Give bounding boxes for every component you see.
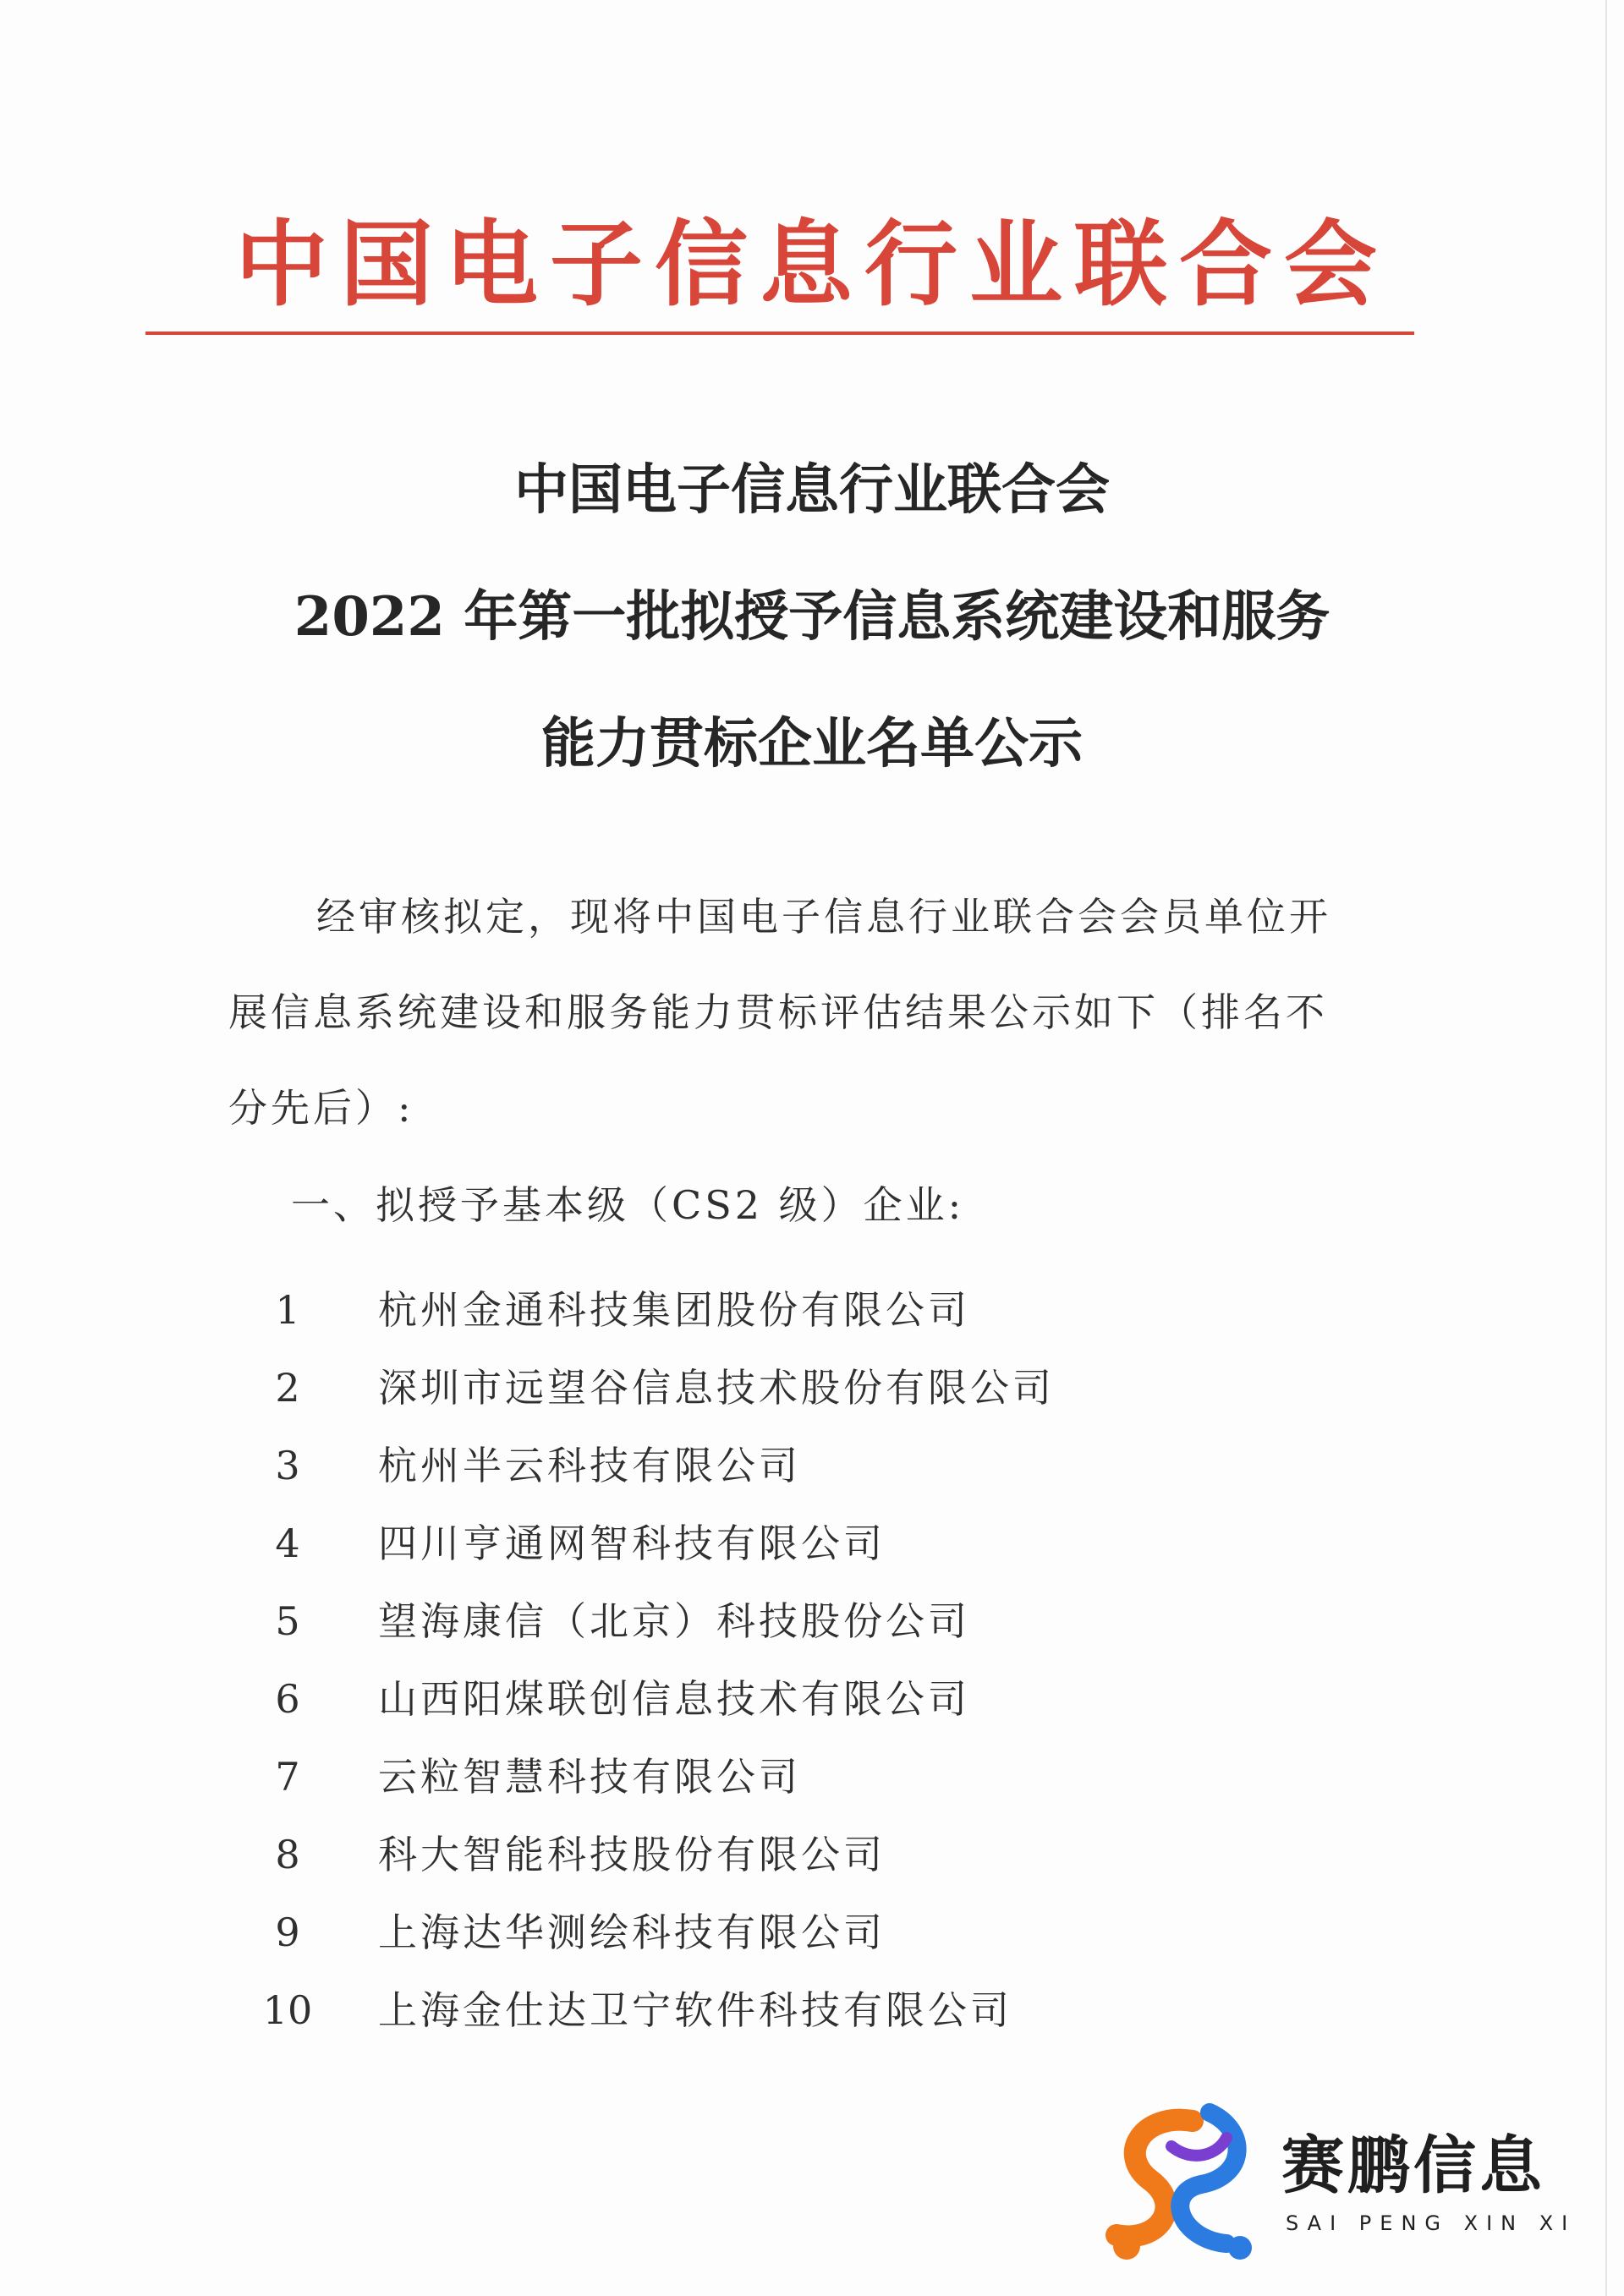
company-name: 云粒智慧科技有限公司	[378, 1754, 801, 1800]
company-number: 7	[275, 1754, 300, 1800]
document-title	[0, 427, 1624, 808]
list-item	[0, 1660, 1624, 1738]
section-heading: 一、拟授予基本级（CS2 级）企业:	[291, 1182, 965, 1228]
title-line-3: 能力贯标企业名单公示	[541, 712, 1083, 775]
company-number: 10	[262, 1987, 313, 2033]
list-item	[0, 1504, 1624, 1582]
title-line-1: 中国电子信息行业联合会	[514, 458, 1110, 522]
brand-watermark	[1091, 2096, 1599, 2265]
intro-paragraph: 经审核拟定，现将中国电子信息行业联合会会员单位开展信息系统建设和服务能力贯标评估结果公示如下（排名不分先后）:	[228, 894, 1331, 1131]
company-name: 四川亨通网智科技有限公司	[378, 1521, 886, 1566]
watermark-pinyin: SAI PENG XIN XI	[1286, 2211, 1577, 2235]
company-name: 杭州金通科技集团股份有限公司	[378, 1287, 970, 1333]
list-item	[0, 1738, 1624, 1816]
title-line-2: 2022 年第一批拟授予信息系统建设和服务	[294, 585, 1330, 649]
watermark-brand-name: 赛鹏信息	[1281, 2129, 1545, 2202]
company-number: 9	[275, 1910, 300, 1955]
company-number: 6	[275, 1676, 300, 1722]
company-name: 杭州半云科技有限公司	[378, 1443, 801, 1488]
company-number: 3	[275, 1443, 300, 1488]
company-name: 上海达华测绘科技有限公司	[378, 1910, 886, 1955]
letterhead-org-name: 中国电子信息行业联合会	[235, 211, 1389, 319]
list-item	[0, 1971, 1624, 2049]
saipeng-logo-icon	[1091, 2096, 1269, 2265]
company-number: 1	[275, 1287, 300, 1333]
company-number: 5	[275, 1598, 300, 1644]
list-item	[0, 1427, 1624, 1504]
company-name: 科大智能科技股份有限公司	[378, 1832, 886, 1877]
list-item	[0, 1582, 1624, 1660]
company-number: 4	[275, 1521, 300, 1566]
company-name: 山西阳煤联创信息技术有限公司	[378, 1676, 970, 1722]
company-number: 2	[275, 1365, 300, 1411]
list-item	[0, 1349, 1624, 1427]
list-item	[0, 1893, 1624, 1971]
company-name: 深圳市远望谷信息技术股份有限公司	[378, 1365, 1055, 1411]
company-list	[0, 1271, 1624, 2049]
company-name: 上海金仕达卫宁软件科技有限公司	[378, 1987, 1012, 2033]
list-item	[0, 1816, 1624, 1893]
company-name: 望海康信（北京）科技股份公司	[378, 1598, 970, 1644]
company-number: 8	[275, 1832, 300, 1877]
list-item	[0, 1271, 1624, 1349]
letterhead-red-rule	[145, 332, 1414, 335]
